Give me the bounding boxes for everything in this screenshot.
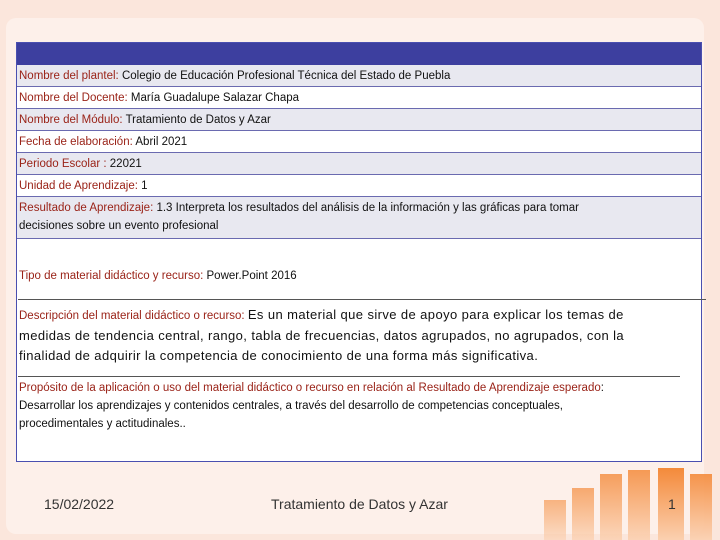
proposito-label: Propósito de la aplicación o uso del material didáctico o recurso en relación al Resultado de Aprendizaje esperado [19,382,601,394]
row-fecha [17,131,701,153]
row-tipo [17,267,701,289]
descripcion-value-line1: Es un material que sirve de apoyo para explicar los temas de [247,307,624,322]
row-plantel [17,65,701,87]
descripcion-label: Descripción del material didáctico o recurso: [19,310,245,322]
decor-bar [600,474,622,540]
unidad-value: 1 [141,180,148,192]
decor-bar [628,470,650,540]
proposito-value-line2: procedimentales y actitudinales.. [19,418,186,430]
row-resultado [17,197,701,239]
footer-title: Tratamiento de Datos y Azar [271,496,448,512]
decor-bar [544,500,566,540]
footer-date: 15/02/2022 [44,496,115,512]
footer-page-number: 1 [668,496,676,512]
decor-bar [690,474,712,540]
unidad-label: Unidad de Aprendizaje: [19,180,138,192]
modulo-label: Nombre del Módulo: [19,114,123,126]
plantel-value: Colegio de Educación Profesional Técnica del Estado de Puebla [121,70,451,82]
docente-label: Nombre del Docente: [19,92,128,104]
docente-value: María Guadalupe Salazar Chapa [130,92,300,104]
resultado-value-line1: 1.3 Interpreta los resultados del análisis de la información y las gráficas para tomar [156,202,579,214]
decor-bar [572,488,594,540]
periodo-value: 22021 [109,158,142,170]
resultado-value-line2: decisiones sobre un evento profesional [19,220,219,232]
tipo-value: Power.Point 2016 [206,270,297,282]
descripcion-value-line2: medidas de tendencia central, rango, tabla de frecuencias, datos agrupados, no agrupados, con la [19,328,625,343]
separator-line [18,299,706,300]
resultado-label: Resultado de Aprendizaje: [19,202,154,214]
descripcion-value-line3: finalidad de adquirir la competencia de conocimiento de una forma más significativa. [19,348,539,363]
tipo-label: Tipo de material didáctico y recurso: [19,270,204,282]
row-modulo [17,109,701,131]
modulo-value: Tratamiento de Datos y Azar [125,114,271,126]
table-header-bar [17,43,701,65]
info-table [16,42,702,462]
row-unidad [17,175,701,197]
proposito-value-line1: Desarrollar los aprendizajes y contenidos centrales, a través del desarrollo de competencias conceptuales, [19,400,563,412]
row-periodo [17,153,701,175]
fecha-label: Fecha de elaboración: [19,136,133,148]
periodo-label: Periodo Escolar : [19,158,107,170]
row-descripcion [17,305,701,367]
row-proposito [17,379,701,435]
proposito-colon: : [600,382,604,394]
row-docente [17,87,701,109]
plantel-label: Nombre del plantel: [19,70,119,82]
separator-line [18,376,680,377]
fecha-value: Abril 2021 [135,136,188,148]
